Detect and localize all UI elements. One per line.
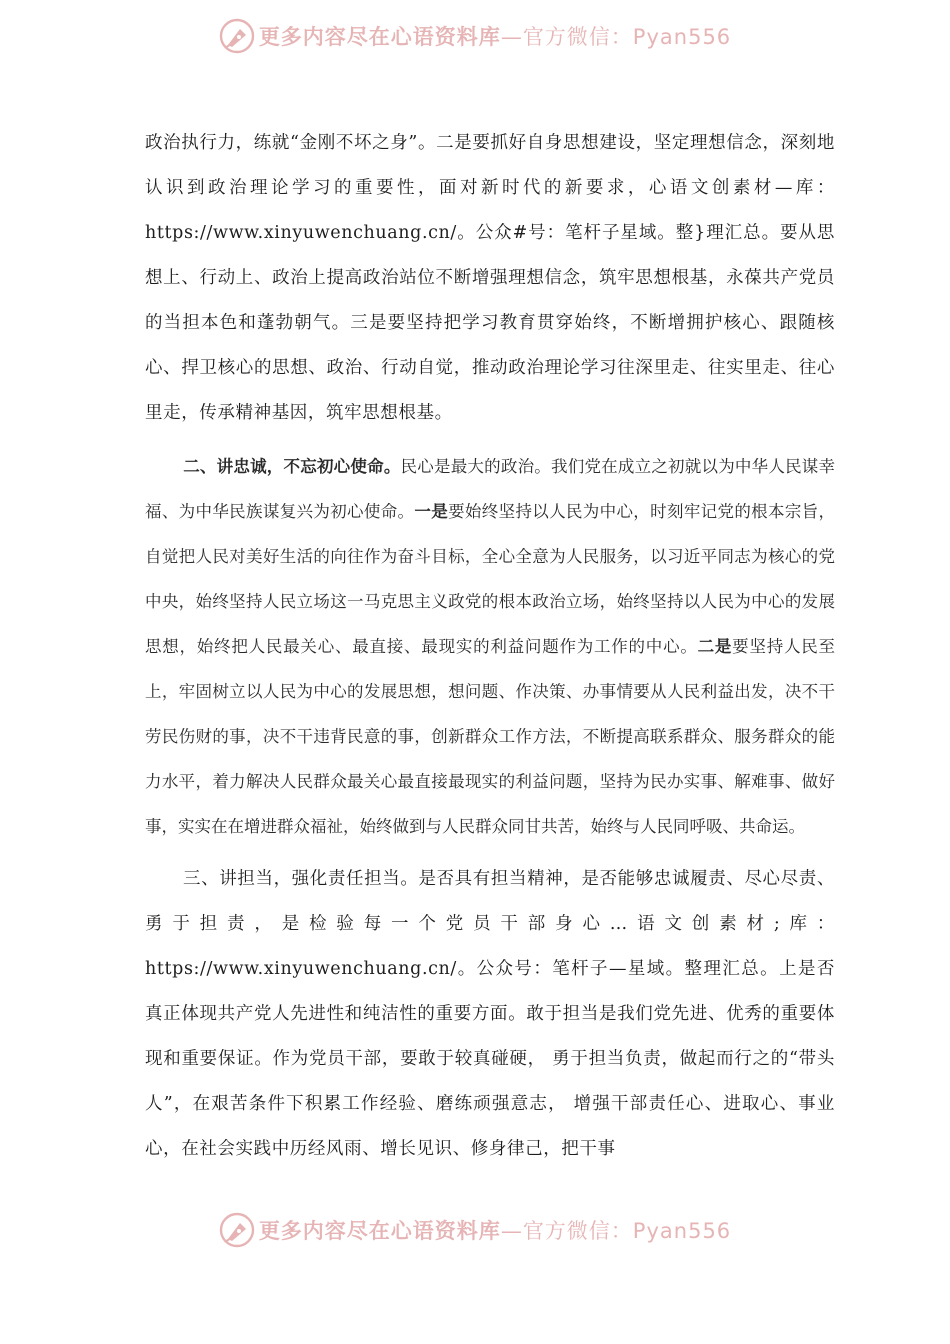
header-watermark-text — [259, 21, 731, 51]
para2-text-2: 要始终坚持以人民为中心，时刻牢记党的根本宗旨，自觉把人民对美好生活的向往作为奋斗目标，全心全意为人民服务，以习近平同志为核心的党中央，始终坚持人民立场这一马克思主义政党的根本政治立场，始终坚持以人民为中心的发展思想，始终把人民最关心、最直接、最现实的利益问题作为工作的中心。 — [145, 502, 836, 656]
footer-brand: 更多内容尽在心语资料库 — [258, 1219, 501, 1243]
point-two-label: 二是 — [697, 637, 733, 656]
paragraph-3 — [145, 857, 835, 1172]
footer-wechat: —官方微信：Pyan556 — [500, 1219, 732, 1243]
pen-nib-logo-icon — [219, 1212, 255, 1248]
point-one-label: 一是 — [414, 502, 449, 521]
footer-watermark-banner — [0, 1205, 950, 1255]
para2-text-1: 民心是最大的政治。我们党在成立之初就以为中华人民谋幸福、为中华民族谋复兴为初心使命。 — [145, 457, 836, 521]
document-body — [145, 121, 835, 1172]
para3-text: 三、讲担当，强化责任担当。是否具有担当精神，是否能够忠诚履责、尽心尽责、勇于担责，是检验每一个党员干部身心…语文创素材;库：https://www.xinyuwenchuang.cn/。公众号：笔杆子—星域。整理汇总。上是否真正体现共产党人先进性和纯洁性的重要方面。敢于担当是我们党先进、优秀的重要体现和重要保证。作为党员干部，要敢于较真碰硬， 勇于担当负责，做起而行之的“带头人”，在艰苦条件下积累工作经验、磨练顽强意志， 增强干部责任心、进取心、事业心，在社会实践中历经风雨、增长见识、修身律己，把干事 — [145, 869, 835, 1159]
paragraph-2 — [145, 444, 835, 849]
header-wechat: —官方微信：Pyan556 — [500, 25, 732, 49]
header-watermark-banner — [0, 11, 950, 61]
pen-nib-logo-icon — [219, 18, 255, 54]
para2-text-3: 要坚持人民至上，牢固树立以人民为中心的发展思想，想问题、作决策、办事情要从人民利益出发，决不干劳民伤财的事，决不干违背民意的事，创新群众工作方法，不断提高联系群众、服务群众的能力水平，着力解决人民群众最关心最直接最现实的利益问题，坚持为民办实事、解难事、做好事，实实在在增进群众福祉，始终做到与人民群众同甘共苦，始终与人民同呼吸、共命运。 — [145, 637, 836, 836]
section-heading-loyalty: 二、讲忠诚，不忘初心使命。 — [183, 457, 401, 476]
paragraph-1: 政治执行力，练就“金刚不坏之身”。二是要抓好自身思想建设，坚定理想信念，深刻地认识到政治理论学习的重要性，面对新时代的新要求，心语文创素材—库：https://www.xinyuwenchuang.cn/。公众#号：笔杆子星域。整}理汇总。要从思想上、行动上、政治上提高政治站位不断增强理想信念，筑牢思想根基，永葆共产党员的当担本色和蓬勃朝气。三是要坚持把学习教育贯穿始终，不断增拥护核心、跟随核心、捍卫核心的思想、政治、行动自觉，推动政治理论学习往深里走、往实里走、往心里走，传承精神基因，筑牢思想根基。 — [145, 133, 835, 423]
header-brand: 更多内容尽在心语资料库 — [258, 25, 501, 49]
footer-watermark-text — [259, 1215, 731, 1245]
